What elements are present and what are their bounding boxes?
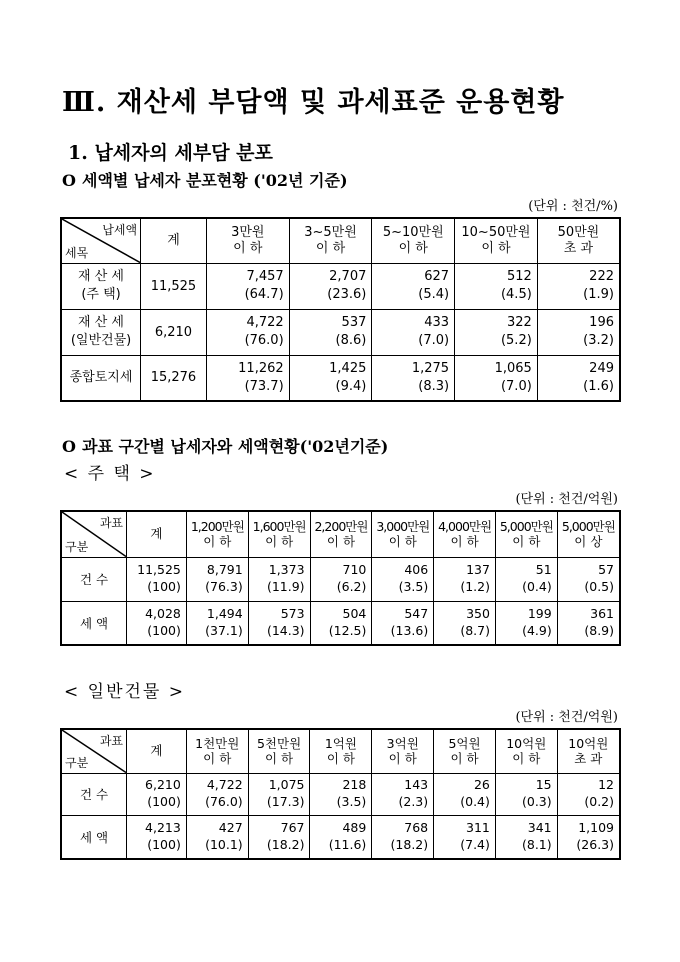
table-row	[61, 263, 620, 309]
value-cell	[248, 557, 310, 601]
row-label	[61, 309, 141, 355]
value-cell	[557, 815, 620, 859]
value-cell	[495, 601, 557, 645]
col-line2: 이 하	[203, 751, 232, 767]
value-cell	[206, 309, 289, 355]
column-header	[186, 511, 248, 557]
percent: (7.0)	[418, 333, 450, 348]
value-cell	[372, 355, 455, 401]
col-line1: 1억원	[324, 735, 357, 751]
value: 767	[280, 819, 305, 835]
percent: (3.5)	[336, 794, 367, 809]
percent: (4.5)	[500, 287, 532, 302]
value-cell	[495, 815, 557, 859]
total-cell	[127, 815, 187, 859]
value: 196	[589, 315, 614, 331]
table-row	[61, 355, 620, 401]
percent: (0.4)	[522, 579, 552, 594]
column-header	[248, 729, 310, 773]
percent: (12.5)	[328, 622, 367, 638]
table1-unit: (단위 : 천건/%)	[528, 199, 618, 214]
percent: (7.4)	[460, 836, 490, 852]
value: 15	[535, 777, 552, 793]
value: 4,722	[206, 777, 243, 793]
percent: (37.1)	[205, 622, 243, 638]
value: 768	[404, 819, 429, 835]
column-header	[434, 511, 496, 557]
col-line1: 5천만원	[256, 735, 302, 751]
column-header	[557, 511, 620, 557]
row-label-line1: 재 산 세	[78, 268, 124, 284]
percent: (1.2)	[460, 579, 490, 594]
table-header-row	[61, 218, 620, 263]
diag-bottom-label: 세목	[65, 245, 89, 260]
value: 573	[280, 605, 305, 621]
total-cell: 6,210	[141, 309, 207, 355]
value: 143	[404, 777, 429, 793]
value: 4,722	[246, 315, 284, 331]
percent: (76.0)	[244, 333, 284, 348]
value: 710	[342, 562, 367, 578]
percent: (4.9)	[522, 622, 552, 638]
col-line1: 5억원	[448, 735, 481, 751]
diag-top-label: 과표	[99, 516, 123, 530]
column-header	[372, 511, 434, 557]
value: 4,028	[145, 605, 181, 621]
value: 2,707	[329, 269, 367, 285]
general-building-tax-bracket-table	[60, 728, 621, 860]
col-line2: 이 하	[398, 240, 428, 256]
housing-tax-bracket-table	[60, 510, 621, 646]
col-line2: 초 과	[574, 751, 603, 767]
percent: (3.5)	[398, 579, 429, 594]
column-header	[289, 218, 372, 263]
percent: (18.2)	[266, 836, 305, 852]
value-cell	[310, 815, 372, 859]
percent: (10.1)	[205, 836, 243, 852]
value-cell	[372, 773, 434, 815]
col-line2: 이 하	[450, 751, 479, 767]
value-cell	[557, 557, 620, 601]
value-cell	[248, 815, 310, 859]
column-header	[310, 729, 372, 773]
section-title: 1. 납세자의 세부담 분포	[68, 142, 273, 164]
value: 1,065	[494, 361, 532, 377]
value-cell	[372, 557, 434, 601]
col-line2: 이 하	[326, 534, 356, 550]
col-line2: 이 하	[481, 240, 511, 256]
diagonal-header-cell	[61, 511, 127, 557]
row-label-line2: (일반건물)	[70, 333, 132, 348]
col-line2: 이 하	[512, 534, 541, 550]
col-line1: 1,200만원	[190, 518, 244, 534]
table1-caption	[62, 168, 348, 191]
column-header	[495, 729, 557, 773]
percent: (8.3)	[418, 378, 450, 394]
value: 504	[342, 605, 367, 621]
value-cell	[537, 309, 620, 355]
value: 51	[535, 562, 552, 578]
value: 8,791	[206, 562, 243, 578]
column-header	[434, 729, 496, 773]
row-label: 세 액	[61, 815, 127, 859]
value: 489	[342, 819, 367, 835]
column-header	[537, 218, 620, 263]
percent: (5.2)	[500, 333, 532, 348]
diag-bottom-label: 구분	[65, 539, 89, 554]
value: 547	[404, 605, 429, 621]
percent: (0.2)	[584, 794, 614, 809]
col-line2: 이 상	[574, 534, 603, 550]
bullet-icon: Ο	[62, 171, 76, 190]
percent: (6.2)	[336, 579, 367, 594]
value-cell	[289, 263, 372, 309]
value: 1,373	[268, 562, 305, 578]
percent: (0.5)	[584, 579, 614, 594]
col-line1: 5,000만원	[561, 518, 615, 534]
percent: (1.6)	[583, 378, 614, 394]
total-cell	[127, 773, 187, 815]
value: 537	[341, 315, 367, 331]
table2-caption-text: 과표 구간별 납세자와 세액현황('02년기준)	[82, 437, 389, 456]
value-cell	[186, 601, 248, 645]
percent: (0.4)	[460, 794, 490, 809]
value: 11,525	[137, 562, 181, 578]
total-cell	[127, 601, 187, 645]
percent: (5.4)	[418, 287, 450, 302]
diagonal-header-cell	[61, 729, 127, 773]
value: 341	[527, 819, 552, 835]
column-header	[310, 511, 372, 557]
col-line1: 50만원	[557, 224, 600, 240]
value-cell	[434, 601, 496, 645]
table3-sublabel: < 일반건물 >	[64, 682, 185, 702]
table-row	[61, 309, 620, 355]
value: 7,457	[246, 269, 284, 285]
diag-bottom-label: 구분	[65, 755, 89, 770]
column-header	[372, 218, 455, 263]
value-cell	[434, 773, 496, 815]
col-line1: 3억원	[386, 735, 419, 751]
diagonal-header-cell	[61, 218, 141, 263]
percent: (100)	[147, 836, 181, 852]
row-label-line2: (주 택)	[81, 287, 121, 302]
table2-sublabel: < 주 택 >	[64, 464, 156, 484]
total-cell: 11,525	[141, 263, 207, 309]
col-line1: 3,000만원	[376, 518, 430, 534]
percent: (8.7)	[460, 622, 490, 638]
value: 222	[589, 269, 614, 285]
percent: (1.9)	[583, 287, 614, 302]
percent: (3.2)	[583, 333, 614, 348]
value-cell	[372, 815, 434, 859]
percent: (8.1)	[522, 836, 552, 852]
row-label	[61, 263, 141, 309]
percent: (2.3)	[398, 794, 429, 809]
percent: (13.6)	[390, 622, 429, 638]
value: 322	[506, 315, 532, 331]
table-row	[61, 773, 620, 815]
value-cell	[310, 557, 372, 601]
value-cell	[434, 557, 496, 601]
col-line1: 1,600만원	[252, 518, 306, 534]
value-cell	[455, 355, 538, 401]
table1-caption-text: 세액별 납세자 분포현황 ('02년 기준)	[82, 171, 348, 190]
value-cell	[434, 815, 496, 859]
col-line2: 이 하	[512, 751, 541, 767]
value: 427	[218, 819, 243, 835]
value-cell	[455, 263, 538, 309]
value: 350	[466, 605, 490, 621]
value-cell	[186, 557, 248, 601]
value-cell	[372, 309, 455, 355]
col-line1: 3만원	[231, 224, 265, 240]
percent: (26.3)	[576, 836, 614, 852]
value-cell	[557, 773, 620, 815]
column-header	[372, 729, 434, 773]
value: 1,494	[206, 605, 243, 621]
diag-top-label: 과표	[99, 734, 123, 748]
total-header: 계	[127, 729, 187, 773]
value: 218	[342, 777, 367, 793]
col-line2: 이 하	[233, 240, 263, 256]
total-cell	[127, 557, 187, 601]
percent: (17.3)	[266, 794, 305, 809]
value-cell	[248, 773, 310, 815]
value-cell	[537, 263, 620, 309]
percent: (76.3)	[205, 579, 243, 594]
col-line2: 이 하	[326, 751, 355, 767]
value-cell	[206, 263, 289, 309]
tax-distribution-table	[60, 217, 621, 402]
row-label-line1: 재 산 세	[78, 314, 124, 330]
value-cell	[206, 355, 289, 401]
row-label: 세 액	[61, 601, 127, 645]
table-header-row	[61, 511, 620, 557]
value: 406	[404, 562, 429, 578]
table3-unit: (단위 : 천건/억원)	[515, 710, 618, 725]
col-line2: 이 하	[265, 751, 294, 767]
value: 311	[466, 819, 490, 835]
col-line1: 10~50만원	[461, 224, 531, 240]
row-label: 건 수	[61, 773, 127, 815]
col-line1: 10억원	[568, 735, 609, 751]
value: 1,425	[329, 361, 367, 377]
value-cell	[495, 557, 557, 601]
value-cell	[186, 773, 248, 815]
value-cell	[186, 815, 248, 859]
total-cell: 15,276	[141, 355, 207, 401]
table-row	[61, 557, 620, 601]
value: 11,262	[238, 361, 284, 377]
value: 627	[424, 269, 450, 285]
value: 6,210	[145, 777, 181, 793]
col-line1: 5~10만원	[382, 224, 444, 240]
row-label: 건 수	[61, 557, 127, 601]
col-line2: 이 하	[203, 534, 232, 550]
value: 26	[473, 777, 490, 793]
value-cell	[372, 601, 434, 645]
value: 1,075	[268, 777, 305, 793]
row-label-line1: 종합토지세	[69, 369, 133, 385]
percent: (9.4)	[335, 378, 367, 394]
column-header	[557, 729, 620, 773]
row-label	[61, 355, 141, 401]
col-line1: 10억원	[506, 735, 547, 751]
percent: (8.6)	[335, 333, 367, 348]
col-line1: 4,000만원	[438, 518, 492, 534]
col-line2: 이 하	[265, 534, 294, 550]
column-header	[248, 511, 310, 557]
table2-unit: (단위 : 천건/억원)	[515, 492, 618, 507]
value-cell	[248, 601, 310, 645]
col-line1: 1천만원	[195, 735, 240, 751]
bullet-icon: Ο	[62, 437, 76, 456]
table-header-row	[61, 729, 620, 773]
column-header	[186, 729, 248, 773]
col-line2: 이 하	[315, 240, 346, 256]
value-cell	[310, 773, 372, 815]
value-cell	[372, 263, 455, 309]
total-header: 계	[141, 218, 207, 263]
col-line2: 이 하	[388, 751, 417, 767]
value: 137	[466, 562, 490, 578]
percent: (100)	[147, 622, 181, 638]
table-row	[61, 601, 620, 645]
value: 4,213	[145, 819, 181, 835]
value: 361	[590, 605, 614, 621]
col-line1: 2,200만원	[314, 518, 368, 534]
value: 1,275	[411, 361, 450, 377]
page-title: Ⅲ. 재산세 부담액 및 과세표준 운용현황	[62, 87, 565, 118]
col-line2: 이 하	[450, 534, 479, 550]
value-cell	[537, 355, 620, 401]
column-header	[455, 218, 538, 263]
value-cell	[495, 773, 557, 815]
col-line1: 5,000만원	[499, 518, 553, 534]
table2-caption	[62, 434, 388, 457]
value-cell	[289, 309, 372, 355]
percent: (76.0)	[205, 794, 243, 809]
percent: (18.2)	[390, 836, 429, 852]
value: 433	[424, 315, 450, 331]
percent: (64.7)	[244, 287, 284, 302]
percent: (0.3)	[522, 794, 552, 809]
total-header: 계	[127, 511, 187, 557]
column-header	[206, 218, 289, 263]
value: 57	[598, 562, 614, 578]
value-cell	[455, 309, 538, 355]
value: 249	[589, 361, 614, 377]
percent: (100)	[147, 579, 181, 594]
percent: (8.9)	[584, 622, 614, 638]
percent: (73.7)	[244, 378, 284, 394]
value-cell	[557, 601, 620, 645]
value: 512	[506, 269, 532, 285]
column-header	[495, 511, 557, 557]
value-cell	[289, 355, 372, 401]
value-cell	[310, 601, 372, 645]
col-line2: 이 하	[388, 534, 417, 550]
value: 1,109	[578, 819, 614, 835]
col-line1: 3~5만원	[304, 224, 357, 240]
value: 199	[527, 605, 552, 621]
percent: (14.3)	[266, 622, 305, 638]
percent: (11.9)	[266, 579, 305, 594]
value: 12	[598, 777, 614, 793]
col-line2: 초 과	[563, 240, 594, 256]
percent: (23.6)	[327, 287, 367, 302]
table-row	[61, 815, 620, 859]
percent: (7.0)	[500, 378, 532, 394]
percent: (11.6)	[328, 836, 367, 852]
percent: (100)	[147, 794, 181, 809]
diag-top-label: 납세액	[102, 223, 138, 237]
